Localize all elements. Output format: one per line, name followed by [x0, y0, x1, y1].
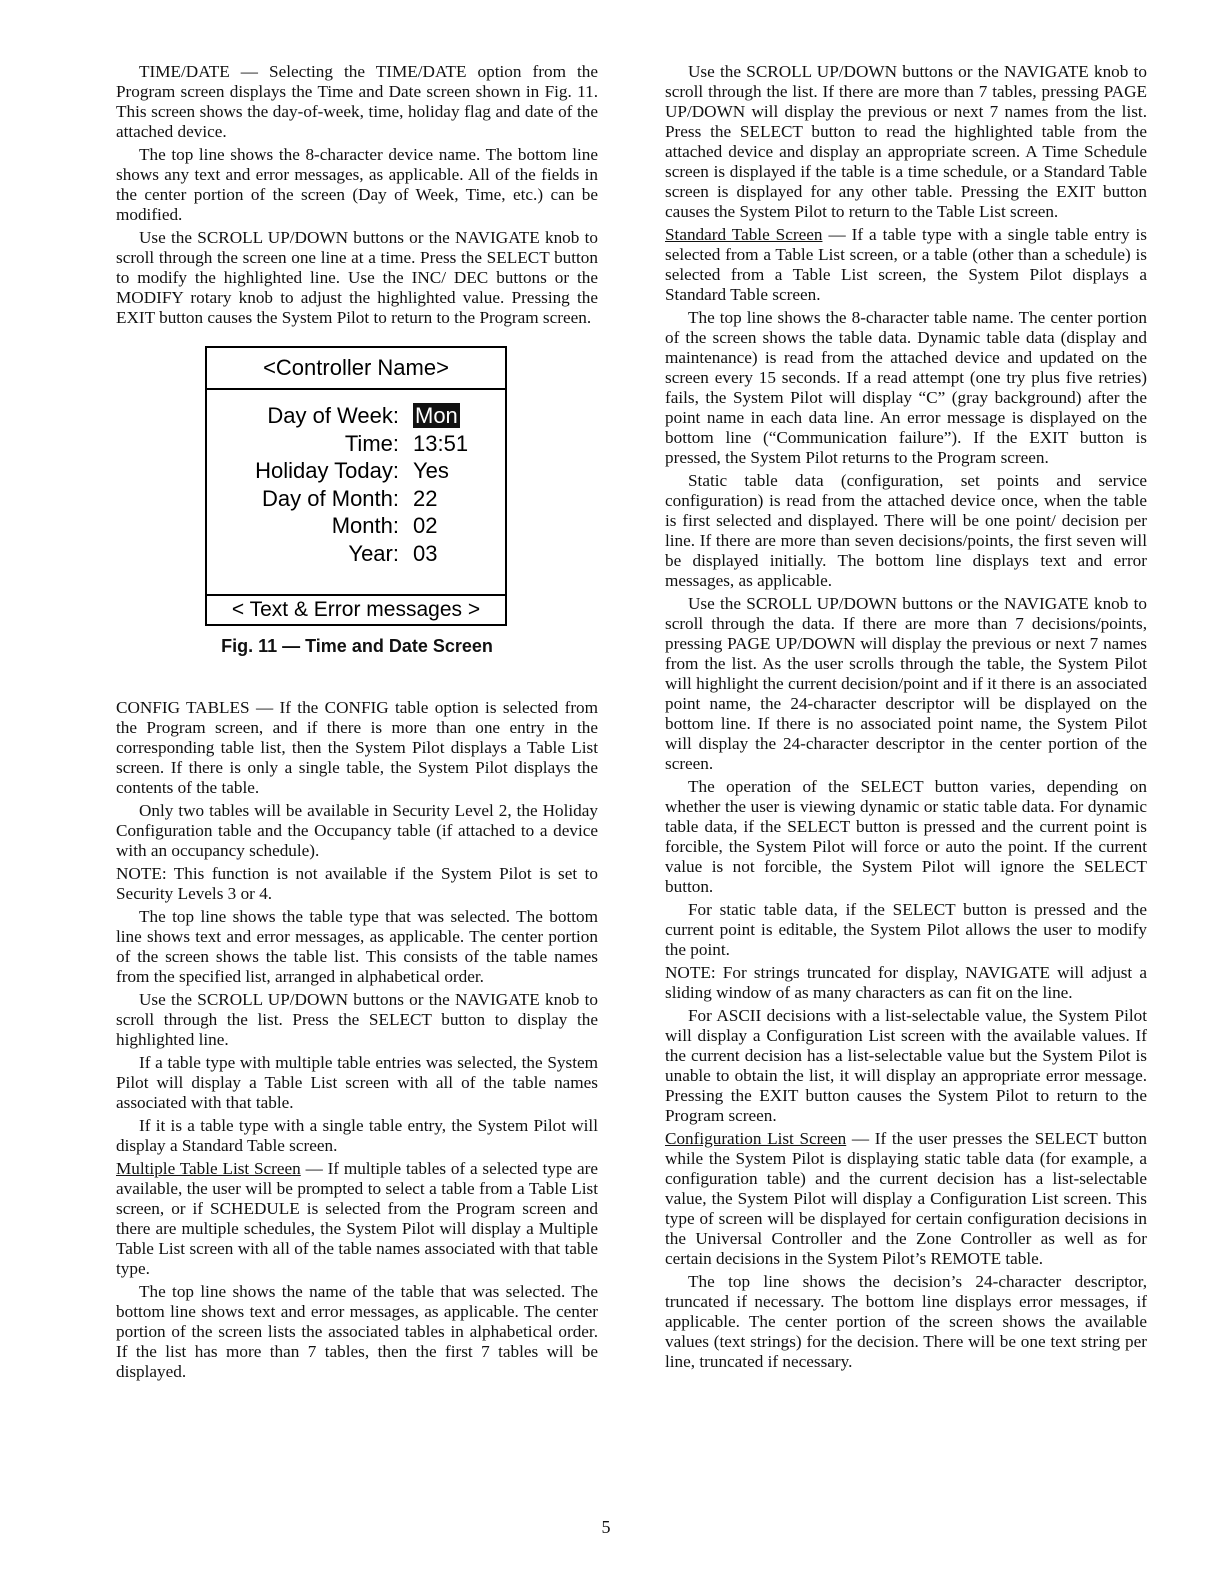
field-value: 02 [413, 513, 438, 538]
field-row-holiday-today [207, 457, 505, 485]
field-value-highlighted: Mon [415, 403, 458, 428]
left-column [116, 62, 598, 1385]
field-row-year [207, 540, 505, 568]
right-column [665, 62, 1147, 1375]
paragraph: Use the SCROLL UP/DOWN buttons or the NAVIGATE knob to scroll through the screen one line at a time. Press the SELECT button to modify the highlighted line. Use the INC/ DEC buttons or the MODIFY rotary knob to adjust the highlighted value. Pressing the EXIT button causes the System Pilot to return to the Program screen. [116, 228, 598, 327]
paragraph: The operation of the SELECT button varies, depending on whether the user is viewing dynamic or static table data. For dynamic table data, if the SELECT button is pressed and the current point is forcible, the System Pilot will force or auto the point. If the current value is not forcible, the System Pilot will ignore the SELECT button. [665, 777, 1147, 896]
paragraph: Static table data (configuration, set points and service configuration) is read from the attached device once, when the table is first selected and displayed. There will be one point/ decision per line. If there are more than seven decisions/points, the first seven will be displayed initially. The bottom line displays text and error messages, as applicable. [665, 471, 1147, 590]
note-paragraph: NOTE: This function is not available if the System Pilot is set to Security Levels 3 or 4. [116, 864, 598, 903]
field-label: Year: [348, 540, 399, 566]
field-value: 13:51 [413, 430, 469, 456]
paragraph: Only two tables will be available in Security Level 2, the Holiday Configuration table and the Occupancy table (if attached to a device with an occupancy schedule). [116, 801, 598, 860]
figure-header: <Controller Name> [207, 348, 505, 390]
field-label: Holiday Today: [255, 458, 399, 483]
note-paragraph: NOTE: For strings truncated for display, NAVIGATE will adjust a sliding window of as many characters as can fit on the line. [665, 963, 1147, 1002]
paragraph: If a table type with multiple table entries was selected, the System Pilot will display a Table List screen with all of the table names associated with that table. [116, 1053, 598, 1112]
section-heading: Configuration List Screen [665, 1129, 847, 1148]
paragraph: The top line shows the 8-character table name. The center portion of the screen shows the table data. Dynamic table data (display and maintenance) is read from the attached device and updated on the screen every 15 seconds. If a read attempt (one try plus five retries) fails, the System Pilot will display “C” (gray background) after the point name in each data line. An error message is displayed on the bottom line (“Communication failure”). If the EXIT button is pressed, the System Pilot returns to the Program screen. [665, 308, 1147, 467]
paragraph: For static table data, if the SELECT button is pressed and the current point is editable, the System Pilot allows the user to modify the point. [665, 900, 1147, 959]
figure-footer: < Text & Error messages > [207, 594, 505, 624]
field-label: Month: [331, 513, 399, 538]
section-heading: Multiple Table List Screen [116, 1159, 301, 1178]
field-label: Time: [344, 430, 399, 456]
paragraph-time-date: TIME/DATE — Selecting the TIME/DATE option from the Program screen displays the Time and Date screen shown in Fig. 11. This screen shows the day-of-week, time, holiday flag and date of the attached device. [116, 62, 598, 141]
section-heading: Standard Table Screen [665, 225, 823, 244]
field-value: 22 [413, 485, 438, 511]
paragraph-standard-table: Standard Table Screen — If a table type with a single table entry is selected from a Table List screen, or a table (other than a schedule) is selected from a Table List screen, the System Pilot displays a Standard Table screen. [665, 225, 1147, 304]
field-row-day-of-week [207, 402, 505, 430]
paragraph-config-tables: CONFIG TABLES — If the CONFIG table option is selected from the Program screen, and if there is more than one entry in the corresponding table list, then the System Pilot displays a Table List screen. If there is only a single table, the System Pilot displays the contents of the table. [116, 698, 598, 797]
paragraph: The top line shows the decision’s 24-character descriptor, truncated if necessary. The bottom line displays error messages, if applicable. The center portion of the screen shows the available values (text strings) for the decision. There will be one text string per line, truncated if necessary. [665, 1272, 1147, 1371]
paragraph: If it is a table type with a single table entry, the System Pilot will display a Standard Table screen. [116, 1116, 598, 1155]
paragraph-configuration-list: Configuration List Screen — If the user presses the SELECT button while the System Pilot is displaying static table data (for example, a configuration table) and the current decision has a list-selectable value, the System Pilot will display a Configuration List screen. This type of screen will be displayed for certain configuration decisions in the Universal Controller and the Zone Controller as well as for certain decisions in the System Pilot’s REMOTE table. [665, 1129, 1147, 1268]
paragraph: The top line shows the 8-character device name. The bottom line shows any text and error messages, as applicable. All of the fields in the center portion of the screen (Day of Week, Time, etc.) can be modified. [116, 145, 598, 224]
field-label: Day of Month: [262, 485, 399, 511]
field-row-time [207, 430, 505, 458]
paragraph-multiple-table-list: Multiple Table List Screen — If multiple tables of a selected type are available, the user will be prompted to select a table from a Table List screen, or if SCHEDULE is selected from the Program screen and there are multiple schedules, the System Pilot will display a Multiple Table List screen with all of the table names associated with that table type. [116, 1159, 598, 1278]
page-number: 5 [601, 1517, 611, 1537]
paragraph: Use the SCROLL UP/DOWN buttons or the NAVIGATE knob to scroll through the list. If there are more than 7 tables, pressing PAGE UP/DOWN will display the previous or next 7 names from the list. Press the SELECT button to read the highlighted table from the attached device and display an appropriate screen. A Time Schedule screen is displayed if the table is a time schedule, or a Standard Table screen is displayed for any other table. Pressing the EXIT button causes the System Pilot to return to the Table List screen. [665, 62, 1147, 221]
field-value: Yes [413, 458, 449, 483]
field-row-month [207, 512, 505, 540]
field-value: 03 [413, 540, 438, 566]
paragraph: For ASCII decisions with a list-selectable value, the System Pilot will display a Configuration List screen with the available values. If the current decision has a list-selectable value but the System Pilot is unable to obtain the list, it will display an appropriate error message. Pressing the EXIT button causes the System Pilot to return to the Program screen. [665, 1006, 1147, 1125]
field-row-day-of-month [207, 485, 505, 513]
paragraph: The top line shows the name of the table that was selected. The bottom line shows text and error messages, as applicable. The center portion of the screen lists the associated tables in alphabetical order. If the list has more than 7 tables, then the first 7 tables will be displayed. [116, 1282, 598, 1381]
paragraph: Use the SCROLL UP/DOWN buttons or the NAVIGATE knob to scroll through the list. Press the SELECT button to display the highlighted line. [116, 990, 598, 1049]
figure-caption: Fig. 11 — Time and Date Screen [221, 636, 493, 656]
paragraph: The top line shows the table type that was selected. The bottom line shows text and error messages, as applicable. The center portion of the screen shows the table list. This consists of the table names from the specified list, arranged in alphabetical order. [116, 907, 598, 986]
field-label: Day of Week: [267, 403, 399, 428]
time-date-screen-figure [205, 346, 507, 626]
paragraph: Use the SCROLL UP/DOWN buttons or the NAVIGATE knob to scroll through the data. If there are more than 7 decisions/points, pressing PAGE UP/DOWN will display the previous or next 7 names from the list. As the user scrolls through the table, the System Pilot will highlight the current decision/point and if it there is an associated point name, the 24-character descriptor will be displayed on the bottom line. If there is no associated point name, the System Pilot will display the 24-character descriptor in the center portion of the screen. [665, 594, 1147, 773]
figure-fields [207, 390, 505, 594]
